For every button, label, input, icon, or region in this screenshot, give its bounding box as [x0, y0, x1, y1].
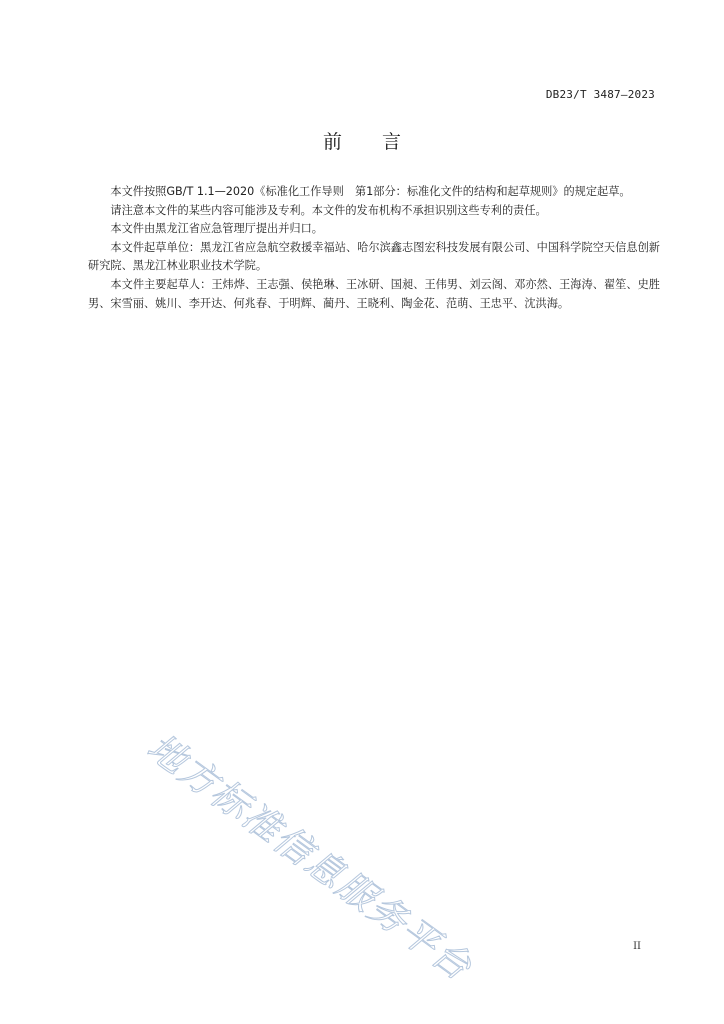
- paragraph-drafting-basis: 本文件按照GB/T 1.1—2020《标准化工作导则 第1部分：标准化文件的结构和起草规则》的规定起草。: [110, 185, 631, 198]
- document-code: DB23/T 3487—2023: [545, 88, 655, 101]
- page-title: 前言: [322, 131, 441, 153]
- page-number: II: [633, 941, 641, 952]
- paragraph-proposer: 本文件由黑龙江省应急管理厅提出并归口。: [110, 222, 323, 236]
- preface-body: [88, 183, 660, 313]
- paragraph-drafting-units: 本文件起草单位：黑龙江省应急航空救援幸福站、哈尔滨鑫志图宏科技发展有限公司、中国科学院空天信息创新研究院、黑龙江林业职业技术学院。: [88, 240, 660, 273]
- paragraph-drafters: 本文件主要起草人：王炜烨、王志强、侯艳琳、王冰研、国昶、王伟男、刘云阁、邓亦然、王海涛、翟笙、史胜男、宋雪丽、姚川、李开达、何兆春、于明辉、蔺丹、王晓利、陶金花、范萌、王忠平、沈洪海。: [88, 277, 660, 310]
- paragraph-patent-notice: 请注意本文件的某些内容可能涉及专利。本文件的发布机构不承担识别这些专利的责任。: [110, 203, 547, 217]
- watermark: 地方标准信息服务平台: [139, 725, 481, 990]
